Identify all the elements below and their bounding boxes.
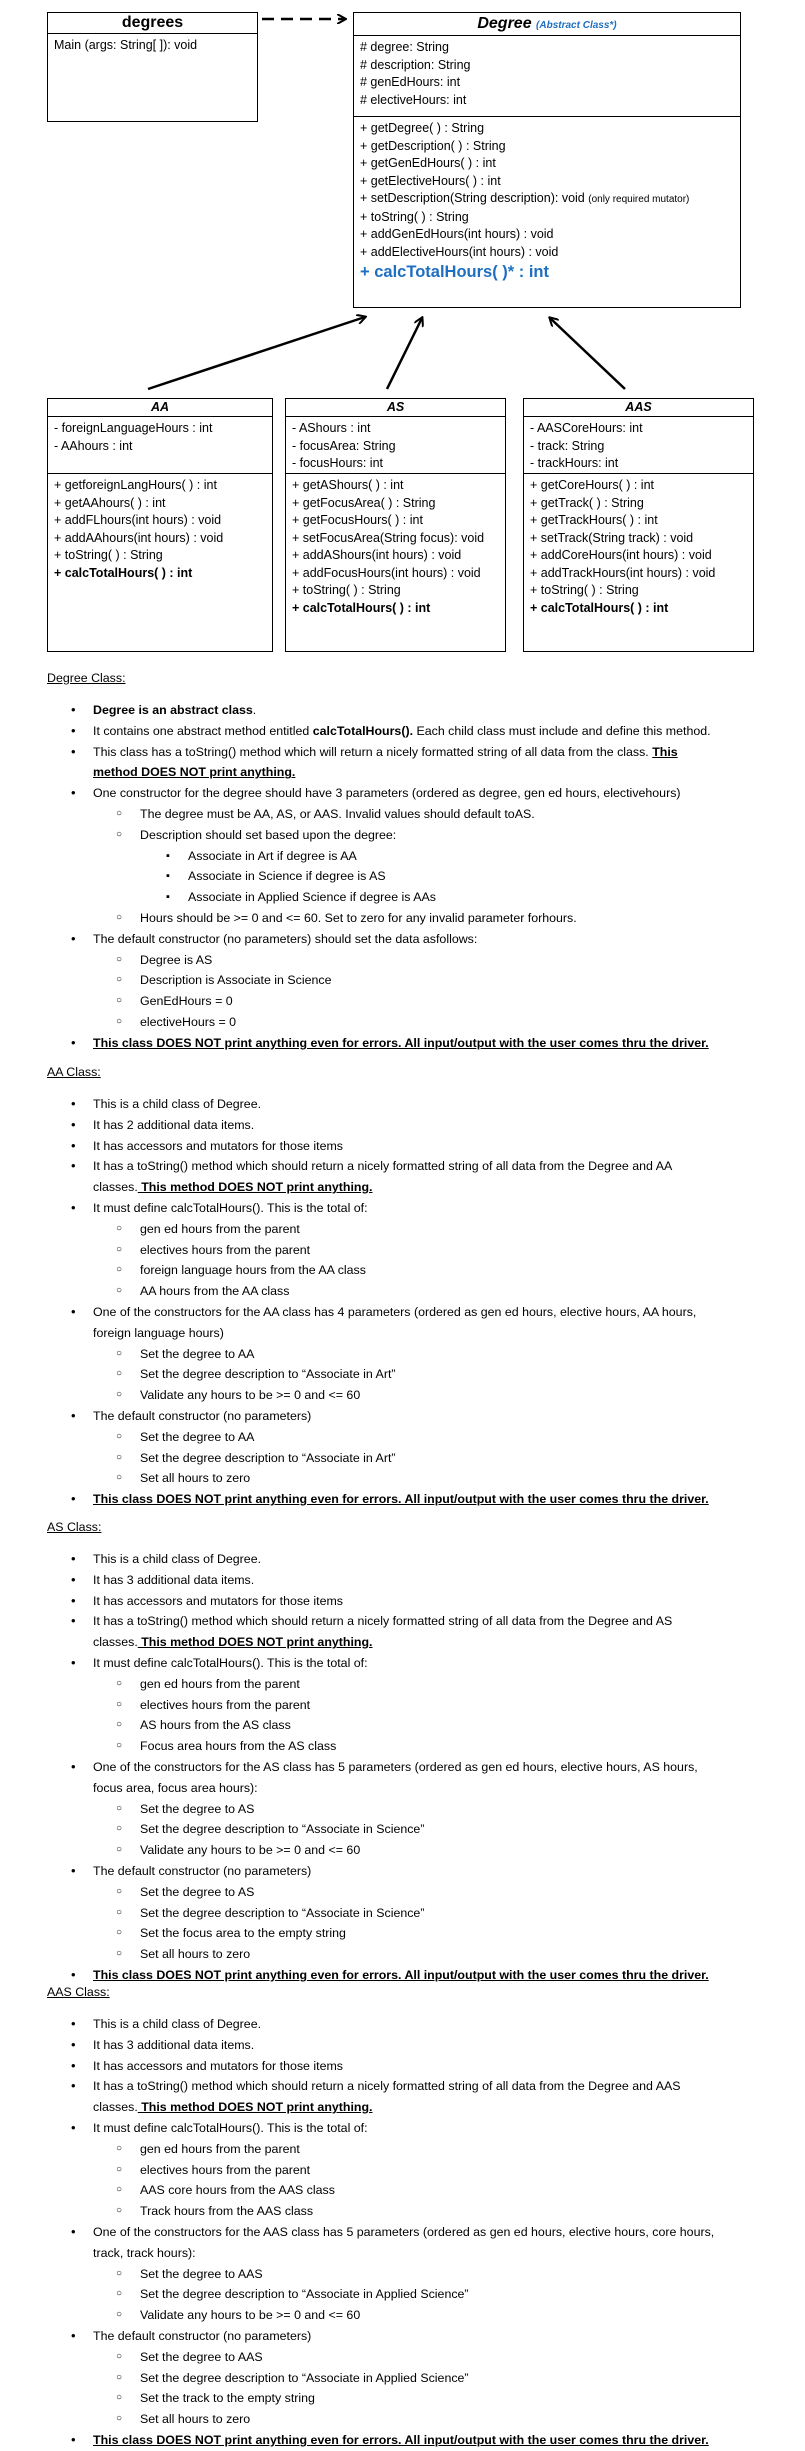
list-item — [0, 970, 805, 991]
attribute: # genEdHours: int — [360, 75, 461, 89]
aa-list — [0, 1094, 805, 1510]
degree-class-stereotype: (Abstract Class*) — [536, 20, 617, 31]
list-item — [0, 2326, 805, 2347]
list-item-text: Each child class must include and define this method. — [413, 723, 711, 738]
list-item-text: This method DOES NOT print anything. — [137, 1635, 373, 1650]
method: + toString( ) : String — [54, 548, 163, 562]
method: + addAAhours(int hours) : void — [54, 530, 224, 545]
attribute: - foreignLanguageHours : int — [54, 421, 213, 435]
list-item-text: It has accessors and mutators for those items — [93, 1593, 343, 1608]
list-item-text: gen ed hours from the parent — [140, 2141, 300, 2156]
list-item — [0, 950, 805, 971]
list-item — [0, 1012, 805, 1033]
method: + addElectiveHours(int hours) : void — [360, 244, 559, 259]
method: + setTrack(String track) : void — [530, 530, 694, 545]
list-item — [0, 804, 805, 825]
method: + addAShours(int hours) : void — [292, 548, 462, 562]
calc-method: + calcTotalHours( ) : int — [530, 600, 669, 615]
list-item — [0, 2035, 805, 2056]
list-item-text: AAS core hours from the AAS class — [140, 2183, 335, 2198]
list-item-text: Hours should be >= 0 and <= 60. Set to zero for any invalid parameter forhours. — [140, 910, 577, 925]
list-item-text: It has 3 additional data items. — [93, 2037, 255, 2052]
list-item — [0, 1281, 805, 1302]
list-item-text: Set the degree to AAS — [140, 2266, 263, 2281]
list-item — [0, 1591, 805, 1612]
list-item — [0, 762, 805, 783]
list-item-text: electives hours from the parent — [140, 2162, 311, 2177]
list-item-text: foreign language hours) — [93, 1325, 224, 1340]
list-item-text: AS hours from the AS class — [140, 1718, 291, 1733]
method: + getElectiveHours( ) : int — [360, 173, 501, 188]
list-item-text: classes. — [93, 1180, 138, 1195]
list-item-text: This class DOES NOT print anything even for errors. All input/output with the user comes thru the driver. — [93, 1492, 709, 1507]
list-item-text: track, track hours): — [93, 2245, 196, 2260]
list-item — [0, 1240, 805, 1261]
attribute: - trackHours: int — [530, 456, 619, 470]
aas-list — [0, 2014, 805, 2451]
method: + getTrack( ) : String — [530, 495, 644, 510]
list-item-text: Set the degree description to “Associate in Art” — [140, 1450, 396, 1465]
list-item-text: Set the degree description to “Associate in Science” — [140, 1822, 425, 1837]
list-item-text: One of the constructors for the AS class has 5 parameters (ordered as gen ed hours, elective hours, AS hours, — [93, 1759, 698, 1774]
list-item-text: It must define calcTotalHours(). This is the total of: — [93, 1655, 368, 1670]
list-item — [0, 1674, 805, 1695]
list-item-text: Validate any hours to be >= 0 and <= 60 — [140, 1843, 361, 1858]
method: + getDescription( ) : String — [360, 138, 506, 153]
list-item — [0, 1427, 805, 1448]
method: + toString( ) : String — [292, 583, 401, 597]
list-item — [0, 1819, 805, 1840]
method: + getDegree( ) : String — [360, 121, 485, 135]
list-item-text: It has accessors and mutators for those items — [93, 1138, 343, 1153]
list-item — [0, 1944, 805, 1965]
method: + addTrackHours(int hours) : void — [530, 565, 716, 580]
list-item — [0, 721, 805, 742]
aa-class-name: AA — [48, 399, 272, 417]
list-item — [0, 742, 805, 763]
degrees-class-name: degrees — [48, 13, 257, 34]
list-item — [0, 1198, 805, 1219]
list-item-text: electives hours from the parent — [140, 1242, 311, 1257]
list-item-text: Set the focus area to the empty string — [140, 1926, 346, 1941]
method: + toString( ) : String — [530, 583, 639, 597]
list-item — [0, 1695, 805, 1716]
list-item-text: electiveHours = 0 — [140, 1014, 237, 1029]
degree-list — [0, 700, 805, 1054]
list-item — [0, 1136, 805, 1157]
attribute: - AASCoreHours: int — [530, 421, 643, 435]
method: + addGenEdHours(int hours) : void — [360, 227, 554, 241]
list-item — [0, 991, 805, 1012]
list-item-text: The default constructor (no parameters) — [93, 1408, 312, 1423]
list-item — [0, 1219, 805, 1240]
list-item-text: It has 2 additional data items. — [93, 1117, 255, 1132]
list-item — [0, 1094, 805, 1115]
list-item-text: gen ed hours from the parent — [140, 1221, 300, 1236]
list-item-text: Associate in Art if degree is AA — [188, 848, 357, 863]
list-item — [0, 2014, 805, 2035]
list-item-text: Set the degree description to “Associate in Art” — [140, 1367, 396, 1382]
list-item-text: This class DOES NOT print anything even for errors. All input/output with the user comes thru the driver. — [93, 1035, 709, 1050]
list-item — [0, 1757, 805, 1778]
list-item-text: gen ed hours from the parent — [140, 1676, 300, 1691]
list-item — [0, 1923, 805, 1944]
section-title: AAS Class: — [47, 1985, 110, 1999]
attribute: - track: String — [530, 438, 605, 453]
method: + getAShours( ) : int — [292, 478, 404, 492]
calc-method: + calcTotalHours( ) : int — [54, 565, 193, 580]
list-item — [0, 700, 805, 721]
list-item — [0, 2368, 805, 2389]
list-item — [0, 2347, 805, 2368]
list-item — [0, 1115, 805, 1136]
list-item — [0, 1715, 805, 1736]
list-item-text: Set the track to the empty string — [140, 2391, 315, 2406]
as-class-name: AS — [286, 399, 505, 417]
list-item — [0, 1632, 805, 1653]
list-item — [0, 2076, 805, 2097]
method: + getFocusHours( ) : int — [292, 513, 423, 527]
calc-method: + calcTotalHours( ) : int — [292, 600, 431, 615]
list-item-text: Degree is AS — [140, 952, 213, 967]
list-item-text: AA hours from the AA class — [140, 1284, 290, 1299]
list-item — [0, 2243, 805, 2264]
method: + getforeignLangHours( ) : int — [54, 478, 217, 492]
list-item — [0, 1448, 805, 1469]
list-item — [0, 2284, 805, 2305]
inheritance-arrow-aa — [148, 317, 365, 389]
list-item-text: Set all hours to zero — [140, 2412, 251, 2427]
as-list — [0, 1549, 805, 1986]
section-title: Degree Class: — [47, 671, 126, 685]
list-item-text: Set all hours to zero — [140, 1947, 251, 1962]
method: + setFocusArea(String focus): void — [292, 530, 485, 545]
list-item-text: This class has a toString() method which will return a nicely formatted string of all data from the class. — [93, 744, 653, 759]
attribute: - AShours : int — [292, 421, 371, 435]
list-item-text: Set the degree description to “Associate in Applied Science” — [140, 2287, 469, 2302]
list-item-text: It has a toString() method which should return a nicely formatted string of all data from the Degree and AA — [93, 1159, 673, 1174]
inheritance-arrow-aas — [550, 318, 625, 389]
list-item — [0, 1611, 805, 1632]
list-item — [0, 1570, 805, 1591]
list-item-text: It has accessors and mutators for those items — [93, 2058, 343, 2073]
list-item-text: One of the constructors for the AAS class has 5 parameters (ordered as gen ed hours, elective hours, core hours, — [93, 2224, 715, 2239]
list-item-text: Validate any hours to be >= 0 and <= 60 — [140, 2308, 361, 2323]
list-item — [0, 1799, 805, 1820]
list-item-text: Set the degree description to “Associate in Science” — [140, 1905, 425, 1920]
list-item — [0, 2409, 805, 2430]
list-item-text: It must define calcTotalHours(). This is the total of: — [93, 1200, 368, 1215]
list-item — [0, 2118, 805, 2139]
list-item-text: Set the degree to AA — [140, 1429, 255, 1444]
list-item-text: method DOES NOT print anything. — [93, 765, 296, 780]
abstract-method: + calcTotalHours( )* : int — [360, 263, 550, 281]
list-item-text: One constructor for the degree should have 3 parameters (ordered as degree, gen ed hours, electivehours) — [93, 786, 681, 801]
list-item — [0, 1736, 805, 1757]
list-item-text: Set all hours to zero — [140, 1471, 251, 1486]
attribute: - focusHours: int — [292, 456, 384, 470]
list-item-text: The degree must be AA, AS, or AAS. Invalid values should default toAS. — [140, 806, 535, 821]
list-item — [0, 1778, 805, 1799]
list-item-text: It has a toString() method which should return a nicely formatted string of all data from the Degree and AS — [93, 1614, 673, 1629]
list-item — [0, 1260, 805, 1281]
attribute: - AAhours : int — [54, 438, 133, 453]
list-item — [0, 1344, 805, 1365]
list-item — [0, 2201, 805, 2222]
degrees-main-method: Main (args: String[ ]): void — [54, 38, 198, 52]
list-item — [0, 866, 805, 887]
list-item — [0, 2139, 805, 2160]
list-item — [0, 1882, 805, 1903]
list-item — [0, 1406, 805, 1427]
list-item — [0, 2056, 805, 2077]
list-item — [0, 887, 805, 908]
list-item — [0, 929, 805, 950]
list-item — [0, 1364, 805, 1385]
inheritance-arrow-as — [387, 318, 422, 389]
list-item-text: Set the degree description to “Associate in Applied Science” — [140, 2370, 469, 2385]
degree-class-name: Degree — [477, 15, 532, 32]
attribute: # degree: String — [360, 40, 449, 54]
list-item — [0, 1468, 805, 1489]
list-item-text: Set the degree to AA — [140, 1346, 255, 1361]
method: + getFocusArea( ) : String — [292, 495, 436, 510]
list-item-text: classes. — [93, 2100, 138, 2115]
list-item-text: It contains one abstract method entitled — [93, 723, 313, 738]
list-item-text: electives hours from the parent — [140, 1697, 311, 1712]
list-item — [0, 1177, 805, 1198]
list-item-text: Degree is an abstract class — [93, 703, 253, 717]
list-item — [0, 1156, 805, 1177]
list-item — [0, 2160, 805, 2181]
list-item — [0, 908, 805, 929]
list-item-text: It has 3 additional data items. — [93, 1572, 255, 1587]
method: + getCoreHours( ) : int — [530, 478, 655, 492]
list-item-text: classes. — [93, 1635, 138, 1650]
list-item-text: Track hours from the AAS class — [140, 2204, 314, 2219]
list-item-text: The default constructor (no parameters) should set the data asfollows: — [93, 931, 478, 946]
relationship-arrows — [0, 0, 805, 680]
attribute: # description: String — [360, 57, 471, 72]
list-item-text: calcTotalHours(). — [312, 723, 414, 738]
method: + addFLhours(int hours) : void — [54, 513, 222, 527]
list-item-text: Validate any hours to be >= 0 and <= 60 — [140, 1388, 361, 1403]
list-item-text: This is a child class of Degree. — [93, 1552, 262, 1566]
list-item — [0, 2097, 805, 2118]
list-item — [0, 1302, 805, 1323]
method: + getAAhours( ) : int — [54, 495, 166, 510]
list-item-text: focus area, focus area hours): — [93, 1780, 258, 1795]
method: + getGenEdHours( ) : int — [360, 156, 496, 170]
list-item-text: Set the degree to AAS — [140, 2349, 263, 2364]
list-item — [0, 2222, 805, 2243]
list-item-text: Description is Associate in Science — [140, 973, 332, 988]
list-item — [0, 1033, 805, 1054]
list-item-text: Focus area hours from the AS class — [140, 1739, 337, 1754]
list-item — [0, 2388, 805, 2409]
attribute: # electiveHours: int — [360, 92, 467, 107]
list-item-text: This is a child class of Degree. — [93, 2017, 262, 2031]
list-item-text: . — [252, 703, 257, 717]
list-item-text: Set the degree to AS — [140, 1801, 255, 1816]
list-item — [0, 2305, 805, 2326]
list-item — [0, 1861, 805, 1882]
attribute: - focusArea: String — [292, 438, 396, 453]
list-item — [0, 825, 805, 846]
list-item-text: Associate in Applied Science if degree is AAs — [188, 890, 436, 905]
list-item — [0, 1549, 805, 1570]
list-item-text: It has a toString() method which should return a nicely formatted string of all data from the Degree and AAS — [93, 2079, 681, 2094]
list-item — [0, 1489, 805, 1510]
list-item-text: GenEdHours = 0 — [140, 994, 233, 1009]
mutator-note: (only required mutator) — [588, 194, 690, 205]
list-item-text: This class DOES NOT print anything even for errors. All input/output with the user comes thru the driver. — [93, 1967, 709, 1982]
list-item-text: It must define calcTotalHours(). This is the total of: — [93, 2120, 368, 2135]
list-item-text: This is a child class of Degree. — [93, 1097, 262, 1111]
list-item-text: One of the constructors for the AA class has 4 parameters (ordered as gen ed hours, elective hours, AA hours, — [93, 1304, 697, 1319]
list-item-text: This method DOES NOT print anything. — [137, 2100, 373, 2115]
list-item — [0, 1653, 805, 1674]
list-item-text: Description should set based upon the degree: — [140, 827, 397, 842]
method: + addFocusHours(int hours) : void — [292, 565, 481, 580]
list-item — [0, 1323, 805, 1344]
section-title: AS Class: — [47, 1520, 102, 1534]
list-item — [0, 1840, 805, 1861]
list-item-text: Set the degree to AS — [140, 1884, 255, 1899]
list-item — [0, 783, 805, 804]
set-description-method: + setDescription(String description): void — [360, 191, 585, 205]
list-item-text: Associate in Science if degree is AS — [188, 869, 386, 884]
list-item — [0, 2264, 805, 2285]
list-item — [0, 2430, 805, 2451]
method: + addCoreHours(int hours) : void — [530, 548, 712, 562]
list-item — [0, 1385, 805, 1406]
aas-class-name: AAS — [524, 399, 753, 417]
list-item-text: The default constructor (no parameters) — [93, 2328, 312, 2343]
method: + toString( ) : String — [360, 209, 469, 224]
list-item-text: This class DOES NOT print anything even for errors. All input/output with the user comes thru the driver. — [93, 2432, 709, 2447]
list-item — [0, 846, 805, 867]
list-item-text: This method DOES NOT print anything. — [137, 1180, 373, 1195]
list-item-text: This — [652, 744, 678, 759]
method: + getTrackHours( ) : int — [530, 513, 658, 527]
section-title: AA Class: — [47, 1065, 101, 1079]
list-item-text: foreign language hours from the AA class — [140, 1263, 366, 1278]
list-item — [0, 2180, 805, 2201]
list-item — [0, 1903, 805, 1924]
list-item — [0, 1965, 805, 1986]
list-item-text: The default constructor (no parameters) — [93, 1863, 312, 1878]
